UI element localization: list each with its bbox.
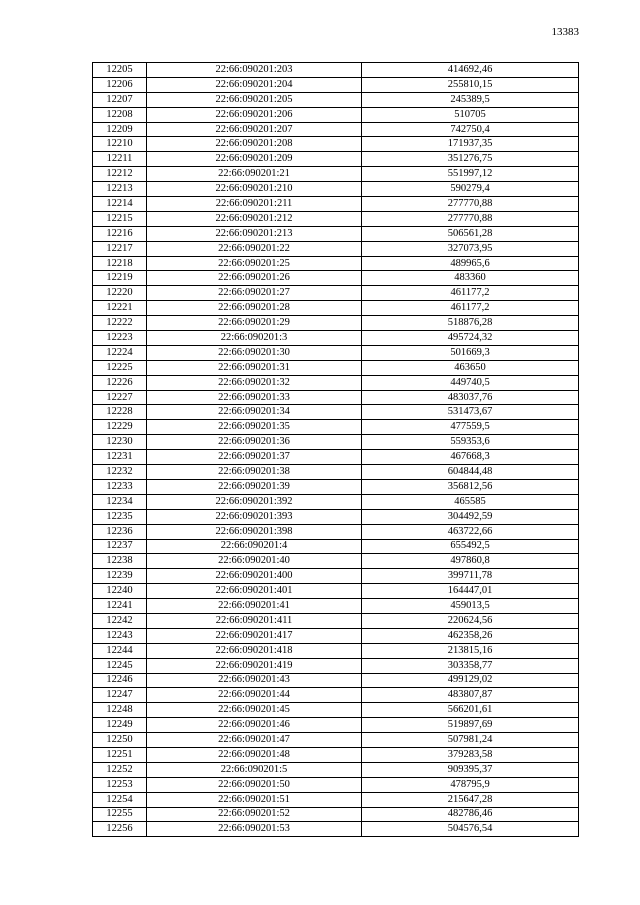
table-row bbox=[93, 792, 579, 807]
row-number-cell: 12250 bbox=[93, 733, 147, 748]
value-cell: 478795,9 bbox=[362, 777, 579, 792]
table-row bbox=[93, 465, 579, 480]
cadastral-number-cell: 22:66:090201:411 bbox=[147, 613, 362, 628]
value-cell: 495724,32 bbox=[362, 331, 579, 346]
row-number-cell: 12211 bbox=[93, 152, 147, 167]
table-row bbox=[93, 331, 579, 346]
table-row bbox=[93, 420, 579, 435]
row-number-cell: 12254 bbox=[93, 792, 147, 807]
cadastral-number-cell: 22:66:090201:392 bbox=[147, 494, 362, 509]
table-row bbox=[93, 63, 579, 78]
table-row bbox=[93, 658, 579, 673]
cadastral-number-cell: 22:66:090201:21 bbox=[147, 167, 362, 182]
value-cell: 461177,2 bbox=[362, 301, 579, 316]
value-cell: 655492,5 bbox=[362, 539, 579, 554]
page-number: 13383 bbox=[551, 26, 579, 38]
table-row bbox=[93, 301, 579, 316]
row-number-cell: 12216 bbox=[93, 226, 147, 241]
table-row bbox=[93, 197, 579, 212]
cadastral-number-cell: 22:66:090201:53 bbox=[147, 822, 362, 837]
cadastral-number-cell: 22:66:090201:207 bbox=[147, 122, 362, 137]
cadastral-number-cell: 22:66:090201:393 bbox=[147, 509, 362, 524]
cadastral-number-cell: 22:66:090201:45 bbox=[147, 703, 362, 718]
table-row bbox=[93, 509, 579, 524]
row-number-cell: 12236 bbox=[93, 524, 147, 539]
cadastral-number-cell: 22:66:090201:418 bbox=[147, 643, 362, 658]
table-row bbox=[93, 405, 579, 420]
cadastral-number-cell: 22:66:090201:30 bbox=[147, 345, 362, 360]
table-row bbox=[93, 494, 579, 509]
value-cell: 604844,48 bbox=[362, 465, 579, 480]
value-cell: 590279,4 bbox=[362, 182, 579, 197]
value-cell: 449740,5 bbox=[362, 375, 579, 390]
row-number-cell: 12229 bbox=[93, 420, 147, 435]
row-number-cell: 12209 bbox=[93, 122, 147, 137]
row-number-cell: 12226 bbox=[93, 375, 147, 390]
row-number-cell: 12218 bbox=[93, 256, 147, 271]
row-number-cell: 12206 bbox=[93, 77, 147, 92]
table-row bbox=[93, 152, 579, 167]
cadastral-number-cell: 22:66:090201:41 bbox=[147, 599, 362, 614]
row-number-cell: 12237 bbox=[93, 539, 147, 554]
value-cell: 220624,56 bbox=[362, 613, 579, 628]
cadastral-number-cell: 22:66:090201:52 bbox=[147, 807, 362, 822]
table-row bbox=[93, 733, 579, 748]
value-cell: 482786,46 bbox=[362, 807, 579, 822]
row-number-cell: 12207 bbox=[93, 92, 147, 107]
value-cell: 497860,8 bbox=[362, 554, 579, 569]
table-row bbox=[93, 777, 579, 792]
cadastral-number-cell: 22:66:090201:398 bbox=[147, 524, 362, 539]
row-number-cell: 12219 bbox=[93, 271, 147, 286]
cadastral-number-cell: 22:66:090201:50 bbox=[147, 777, 362, 792]
cadastral-number-cell: 22:66:090201:209 bbox=[147, 152, 362, 167]
row-number-cell: 12214 bbox=[93, 197, 147, 212]
value-cell: 379283,58 bbox=[362, 747, 579, 762]
value-cell: 483807,87 bbox=[362, 688, 579, 703]
cadastral-number-cell: 22:66:090201:48 bbox=[147, 747, 362, 762]
cadastral-number-cell: 22:66:090201:213 bbox=[147, 226, 362, 241]
table-row bbox=[93, 807, 579, 822]
table-row bbox=[93, 286, 579, 301]
cadastral-number-cell: 22:66:090201:210 bbox=[147, 182, 362, 197]
cadastral-number-cell: 22:66:090201:29 bbox=[147, 316, 362, 331]
value-cell: 531473,67 bbox=[362, 405, 579, 420]
cadastral-number-cell: 22:66:090201:419 bbox=[147, 658, 362, 673]
table-row bbox=[93, 599, 579, 614]
table-row bbox=[93, 256, 579, 271]
cadastral-number-cell: 22:66:090201:37 bbox=[147, 450, 362, 465]
value-cell: 277770,88 bbox=[362, 211, 579, 226]
value-cell: 742750,4 bbox=[362, 122, 579, 137]
cadastral-number-cell: 22:66:090201:211 bbox=[147, 197, 362, 212]
cadastral-number-cell: 22:66:090201:32 bbox=[147, 375, 362, 390]
table-row bbox=[93, 822, 579, 837]
value-cell: 489965,6 bbox=[362, 256, 579, 271]
cadastral-number-cell: 22:66:090201:40 bbox=[147, 554, 362, 569]
cadastral-number-cell: 22:66:090201:205 bbox=[147, 92, 362, 107]
value-cell: 559353,6 bbox=[362, 435, 579, 450]
row-number-cell: 12217 bbox=[93, 241, 147, 256]
row-number-cell: 12205 bbox=[93, 63, 147, 78]
row-number-cell: 12244 bbox=[93, 643, 147, 658]
row-number-cell: 12220 bbox=[93, 286, 147, 301]
value-cell: 518876,28 bbox=[362, 316, 579, 331]
table-row bbox=[93, 345, 579, 360]
row-number-cell: 12256 bbox=[93, 822, 147, 837]
value-cell: 507981,24 bbox=[362, 733, 579, 748]
row-number-cell: 12239 bbox=[93, 569, 147, 584]
table-row bbox=[93, 554, 579, 569]
value-cell: 510705 bbox=[362, 107, 579, 122]
cadastral-number-cell: 22:66:090201:39 bbox=[147, 479, 362, 494]
value-cell: 356812,56 bbox=[362, 479, 579, 494]
value-cell: 327073,95 bbox=[362, 241, 579, 256]
table-row bbox=[93, 762, 579, 777]
value-cell: 399711,78 bbox=[362, 569, 579, 584]
value-cell: 303358,77 bbox=[362, 658, 579, 673]
cadastral-number-cell: 22:66:090201:204 bbox=[147, 77, 362, 92]
row-number-cell: 12212 bbox=[93, 167, 147, 182]
cadastral-value-table bbox=[92, 62, 579, 837]
table-row bbox=[93, 211, 579, 226]
value-cell: 245389,5 bbox=[362, 92, 579, 107]
cadastral-number-cell: 22:66:090201:25 bbox=[147, 256, 362, 271]
value-cell: 164447,01 bbox=[362, 584, 579, 599]
cadastral-number-cell: 22:66:090201:212 bbox=[147, 211, 362, 226]
value-cell: 351276,75 bbox=[362, 152, 579, 167]
table-row bbox=[93, 450, 579, 465]
row-number-cell: 12227 bbox=[93, 390, 147, 405]
cadastral-number-cell: 22:66:090201:38 bbox=[147, 465, 362, 480]
row-number-cell: 12213 bbox=[93, 182, 147, 197]
row-number-cell: 12245 bbox=[93, 658, 147, 673]
table-row bbox=[93, 390, 579, 405]
row-number-cell: 12210 bbox=[93, 137, 147, 152]
value-cell: 483360 bbox=[362, 271, 579, 286]
row-number-cell: 12242 bbox=[93, 613, 147, 628]
cadastral-number-cell: 22:66:090201:22 bbox=[147, 241, 362, 256]
row-number-cell: 12224 bbox=[93, 345, 147, 360]
table-row bbox=[93, 479, 579, 494]
value-cell: 477559,5 bbox=[362, 420, 579, 435]
value-cell: 213815,16 bbox=[362, 643, 579, 658]
value-cell: 461177,2 bbox=[362, 286, 579, 301]
table-row bbox=[93, 271, 579, 286]
row-number-cell: 12248 bbox=[93, 703, 147, 718]
value-cell: 463722,66 bbox=[362, 524, 579, 539]
cadastral-number-cell: 22:66:090201:35 bbox=[147, 420, 362, 435]
row-number-cell: 12253 bbox=[93, 777, 147, 792]
table-body bbox=[93, 63, 579, 837]
row-number-cell: 12249 bbox=[93, 718, 147, 733]
cadastral-number-cell: 22:66:090201:401 bbox=[147, 584, 362, 599]
row-number-cell: 12232 bbox=[93, 465, 147, 480]
table-row bbox=[93, 182, 579, 197]
value-cell: 255810,15 bbox=[362, 77, 579, 92]
value-cell: 414692,46 bbox=[362, 63, 579, 78]
table-row bbox=[93, 718, 579, 733]
table-row bbox=[93, 360, 579, 375]
row-number-cell: 12246 bbox=[93, 673, 147, 688]
cadastral-number-cell: 22:66:090201:4 bbox=[147, 539, 362, 554]
value-cell: 909395,37 bbox=[362, 762, 579, 777]
cadastral-number-cell: 22:66:090201:400 bbox=[147, 569, 362, 584]
row-number-cell: 12208 bbox=[93, 107, 147, 122]
cadastral-number-cell: 22:66:090201:36 bbox=[147, 435, 362, 450]
table-row bbox=[93, 703, 579, 718]
cadastral-number-cell: 22:66:090201:44 bbox=[147, 688, 362, 703]
value-cell: 504576,54 bbox=[362, 822, 579, 837]
table-row bbox=[93, 137, 579, 152]
row-number-cell: 12235 bbox=[93, 509, 147, 524]
row-number-cell: 12221 bbox=[93, 301, 147, 316]
value-cell: 171937,35 bbox=[362, 137, 579, 152]
table-row bbox=[93, 584, 579, 599]
cadastral-number-cell: 22:66:090201:3 bbox=[147, 331, 362, 346]
table-row bbox=[93, 613, 579, 628]
table-row bbox=[93, 226, 579, 241]
table-row bbox=[93, 747, 579, 762]
cadastral-number-cell: 22:66:090201:47 bbox=[147, 733, 362, 748]
value-cell: 463650 bbox=[362, 360, 579, 375]
table-row bbox=[93, 241, 579, 256]
table-row bbox=[93, 643, 579, 658]
row-number-cell: 12252 bbox=[93, 762, 147, 777]
table-row bbox=[93, 92, 579, 107]
value-cell: 483037,76 bbox=[362, 390, 579, 405]
row-number-cell: 12238 bbox=[93, 554, 147, 569]
value-cell: 467668,3 bbox=[362, 450, 579, 465]
row-number-cell: 12222 bbox=[93, 316, 147, 331]
value-cell: 551997,12 bbox=[362, 167, 579, 182]
cadastral-number-cell: 22:66:090201:417 bbox=[147, 628, 362, 643]
row-number-cell: 12233 bbox=[93, 479, 147, 494]
cadastral-number-cell: 22:66:090201:34 bbox=[147, 405, 362, 420]
cadastral-number-cell: 22:66:090201:31 bbox=[147, 360, 362, 375]
row-number-cell: 12255 bbox=[93, 807, 147, 822]
row-number-cell: 12240 bbox=[93, 584, 147, 599]
table-row bbox=[93, 539, 579, 554]
table-row bbox=[93, 122, 579, 137]
value-cell: 462358,26 bbox=[362, 628, 579, 643]
row-number-cell: 12234 bbox=[93, 494, 147, 509]
cadastral-number-cell: 22:66:090201:51 bbox=[147, 792, 362, 807]
value-cell: 566201,61 bbox=[362, 703, 579, 718]
cadastral-number-cell: 22:66:090201:27 bbox=[147, 286, 362, 301]
value-cell: 519897,69 bbox=[362, 718, 579, 733]
table-row bbox=[93, 569, 579, 584]
row-number-cell: 12215 bbox=[93, 211, 147, 226]
cadastral-number-cell: 22:66:090201:33 bbox=[147, 390, 362, 405]
cadastral-number-cell: 22:66:090201:206 bbox=[147, 107, 362, 122]
row-number-cell: 12241 bbox=[93, 599, 147, 614]
value-cell: 215647,28 bbox=[362, 792, 579, 807]
value-cell: 506561,28 bbox=[362, 226, 579, 241]
row-number-cell: 12231 bbox=[93, 450, 147, 465]
cadastral-number-cell: 22:66:090201:26 bbox=[147, 271, 362, 286]
value-cell: 499129,02 bbox=[362, 673, 579, 688]
row-number-cell: 12230 bbox=[93, 435, 147, 450]
cadastral-number-cell: 22:66:090201:5 bbox=[147, 762, 362, 777]
value-cell: 277770,88 bbox=[362, 197, 579, 212]
cadastral-number-cell: 22:66:090201:208 bbox=[147, 137, 362, 152]
table-row bbox=[93, 375, 579, 390]
cadastral-number-cell: 22:66:090201:43 bbox=[147, 673, 362, 688]
table-row bbox=[93, 673, 579, 688]
table-row bbox=[93, 628, 579, 643]
cadastral-number-cell: 22:66:090201:46 bbox=[147, 718, 362, 733]
table-row bbox=[93, 107, 579, 122]
cadastral-number-cell: 22:66:090201:203 bbox=[147, 63, 362, 78]
cadastral-number-cell: 22:66:090201:28 bbox=[147, 301, 362, 316]
row-number-cell: 12243 bbox=[93, 628, 147, 643]
table-row bbox=[93, 688, 579, 703]
value-cell: 459013,5 bbox=[362, 599, 579, 614]
row-number-cell: 12223 bbox=[93, 331, 147, 346]
value-cell: 304492,59 bbox=[362, 509, 579, 524]
value-cell: 501669,3 bbox=[362, 345, 579, 360]
row-number-cell: 12225 bbox=[93, 360, 147, 375]
table-row bbox=[93, 167, 579, 182]
table-row bbox=[93, 316, 579, 331]
value-cell: 465585 bbox=[362, 494, 579, 509]
row-number-cell: 12251 bbox=[93, 747, 147, 762]
row-number-cell: 12247 bbox=[93, 688, 147, 703]
table-row bbox=[93, 77, 579, 92]
table-row bbox=[93, 435, 579, 450]
table-row bbox=[93, 524, 579, 539]
row-number-cell: 12228 bbox=[93, 405, 147, 420]
